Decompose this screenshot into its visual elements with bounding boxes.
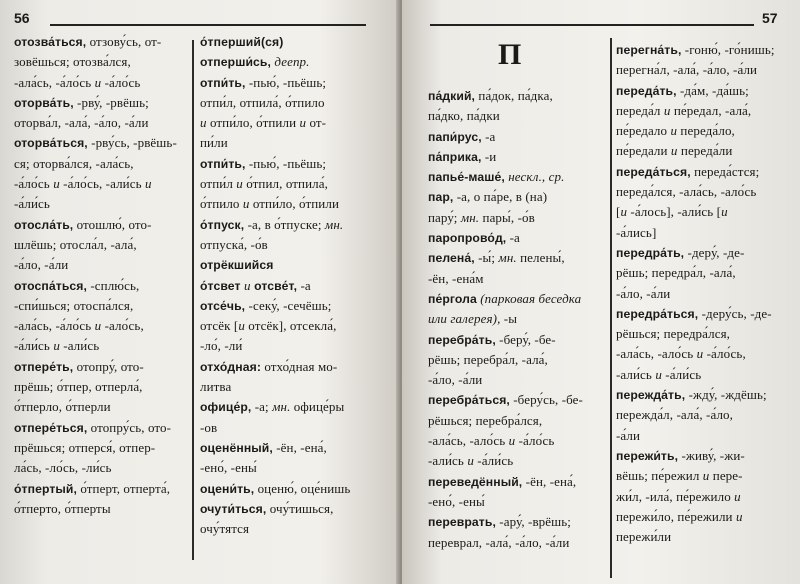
entry-text: -а́ло́сь [515,433,555,449]
entry-text: -а́ли́сь [473,453,514,469]
dictionary-line [428,208,608,228]
dictionary-line [200,52,386,72]
entry-text: -рву́, -рвёшь; [73,94,149,110]
dictionary-line [14,418,190,438]
dictionary-line [616,324,796,344]
italic-note: нескл., ср. [508,169,565,185]
entry-text: -ала́сь, -а́ло́сь [14,318,95,334]
entry-text: -а́ло́сь, [703,346,746,362]
entry-text: -али́сь [59,338,100,354]
italic-note: и [670,123,678,139]
entry-text: -и [481,148,497,164]
entry-text: перегна́л, -ала́, -а́ло, -а́ли [616,62,758,78]
right-page-column-2 [616,40,796,547]
entry-text: -живу́, -жи- [678,447,745,463]
italic-note: (парковая беседка [480,290,582,306]
entry-text: ла́сь, -ло́сь, -ли́сь [14,460,112,476]
headword: очути́ться, [200,501,267,516]
headword: папье́-маше́, [428,170,505,185]
italic-note: и [94,318,102,334]
entry-text: -а́ло́сь, -али́сь [59,176,145,192]
entry-text: отсёк], отсекла́, [244,318,337,334]
entry-text: -деру́, -де- [684,244,745,260]
entry-text: -пью́, -пьёшь; [245,155,327,171]
header-rule-right [430,24,754,26]
dictionary-line [200,418,386,438]
italic-note: или галерея) [428,311,498,327]
dictionary-line [200,133,386,153]
dictionary-line [616,405,796,425]
dictionary-line [200,174,386,194]
entry-text: -а́ло́сь [14,176,54,192]
entry-text: -ён, -ена́м [428,270,484,286]
left-page-column-1 [14,32,190,519]
headword: отперши́сь, [200,55,272,70]
entry-text: переда́стся; [690,163,760,179]
dictionary-line [428,127,608,147]
dictionary-line [14,336,190,356]
headword: офице́р, [200,400,252,415]
italic-note: и [238,318,245,334]
italic-note: и [663,102,671,118]
headword: о́тперший(ся) [200,35,284,49]
entry-text: -а́лось], -али́сь [ [627,204,722,220]
italic-note: и [702,468,710,484]
dictionary-line [616,223,796,243]
italic-note: мн. [498,250,517,266]
dictionary-line [428,309,608,329]
headword: переведённый, [428,474,523,489]
entry-text: вёшь; пе́режил [616,468,703,484]
italic-note: мн. [272,399,291,415]
dictionary-line [428,269,608,289]
italic-note: и [508,433,516,449]
headword: отпере́ть, [14,359,74,374]
dictionary-line [428,533,608,553]
dictionary-line [616,81,796,101]
dictionary-line [14,113,190,133]
dictionary-line [428,370,608,390]
entry-text: -жду́, -ждёшь; [685,387,767,403]
entry-text: пе́редало [616,123,671,139]
entry-text: -ён, -ена́, [272,439,327,455]
entry-text: -секу́, -сечёшь; [245,297,332,313]
dictionary-line [428,228,608,248]
entry-text: -деру́сь, -де- [698,305,772,321]
headword: отрёкшийся [200,258,274,273]
dictionary-line [200,499,386,519]
entry-text: -а́ло, -а́ли [428,372,483,388]
entry-text: очу́тишься, [266,500,334,516]
dictionary-line [428,86,608,106]
entry-text: [ [616,204,621,220]
entry-text: пары́, -о́в [479,209,535,225]
headword: паропрово́д, [428,231,507,246]
right-page [402,0,800,584]
dictionary-line [616,344,796,364]
entry-text: отпи́л [200,176,237,192]
italic-note: и [299,115,307,131]
dictionary-line [200,255,386,275]
entry-text: отопру́сь, ото- [87,419,172,435]
dictionary-line [616,121,796,141]
dictionary-line [428,472,608,492]
entry-text: -ару́, -врёшь; [495,514,572,530]
headword: отосла́ть, [14,217,74,232]
headword: оторва́ть, [14,95,74,110]
dictionary-line [428,248,608,268]
dictionary-line [616,101,796,121]
dictionary-line [616,162,796,182]
dictionary-line [428,411,608,431]
italic-note: мн. [324,216,344,232]
italic-note: и [53,176,60,192]
headword: па́дкий, [428,89,476,103]
dictionary-line [616,182,796,202]
dictionary-line [428,147,608,167]
dictionary-line [14,357,190,377]
entry-text: -ено́, -ены́ [428,493,485,509]
entry-text: прёшься; отперся́, отпер- [14,439,156,455]
dictionary-line [428,492,608,512]
dictionary-line [428,330,608,350]
headword: пе́ргола [428,291,477,306]
dictionary-line [200,276,386,296]
dictionary-line [14,438,190,458]
headword: папи́рус, [428,129,482,144]
dictionary-line [428,390,608,410]
headword: передра́ться, [616,306,699,321]
headword: передра́ть, [616,245,685,260]
italic-note: и [721,204,728,220]
dictionary-line [616,487,796,507]
dictionary-line [616,243,796,263]
italic-note: и [94,74,102,90]
dictionary-line [200,113,386,133]
entry-text: оторва́л, -ала́, -а́ло, -а́ли [14,115,149,131]
headword: отпере́ться, [14,420,88,435]
entry-text: -а, в о́тпуске; [244,216,325,232]
dictionary-line [200,93,386,113]
dictionary-line [14,194,190,214]
entry-text: -а́лись] [616,224,657,240]
headword: пережи́ть, [616,448,679,463]
entry-text: рёшь; перебра́л, -ала́, [428,351,548,367]
dictionary-line [14,397,190,417]
dictionary-line [200,296,386,316]
italic-note: и [670,143,678,159]
dictionary-line [200,519,386,539]
dictionary-line [616,507,796,527]
dictionary-line [200,235,386,255]
entry-text: -а́ли [616,427,641,443]
italic-note: и [735,508,743,524]
entry-text: переда́ло, [677,123,735,139]
dictionary-line [14,174,190,194]
entry-text: па́док, па́дка, [475,88,553,103]
entry-text: о́тпил, отпила́, [242,176,328,192]
italic-note: мн. [460,209,480,225]
dictionary-line [14,133,190,153]
headword: переда́ть, [616,83,677,98]
entry-text: -беру́, -бе- [495,331,556,347]
dictionary-line [616,426,796,446]
dictionary-line [428,512,608,532]
dictionary-line [14,154,190,174]
entry-text: пару́; [428,209,461,225]
italic-note: и [53,338,60,354]
dictionary-line [616,527,796,547]
entry-text: -а́ло, -а́ли [14,257,69,273]
headword: перебра́ть, [428,332,496,347]
dictionary-line [428,350,608,370]
entry-text: отхо́дная мо- [260,358,338,374]
entry-text: пи́ли [200,135,228,151]
dictionary-line [14,93,190,113]
entry-text: -а; [251,399,273,415]
entry-text: -спи́шься; отоспа́лся, [14,297,134,313]
italic-note: и [236,176,243,192]
dictionary-line [14,316,190,336]
dictionary-line [14,255,190,275]
entry-text: -пью́, -пьёшь; [245,74,327,90]
entry-text: рёшься; перебра́лся, [428,412,543,428]
entry-text: отпи́ло, о́тпили [206,115,300,131]
headword: отпи́ть, [200,75,246,90]
headword: отоспа́ться, [14,278,87,293]
dictionary-line [200,357,386,377]
headword: переда́ться, [616,164,691,179]
entry-text: -а [481,128,496,144]
entry-text: -а́ло, -а́ли [616,285,671,301]
entry-text: переда́л [616,102,664,118]
dictionary-line [14,296,190,316]
entry-text: -рву́сь, -рвёшь- [87,135,177,151]
entry-text: -ён, -ена́, [522,473,577,489]
entry-text: -али́сь [428,453,468,469]
entry-text: отзову́сь, от- [86,34,162,49]
dictionary-line [616,202,796,222]
headword: отозва́ться, [14,35,87,49]
dictionary-line [616,446,796,466]
dictionary-line [616,263,796,283]
entry-text: -ала́сь, -ало́сь [428,433,509,449]
entry-text: оценю́, оце́нишь [254,480,351,496]
dictionary-line [200,336,386,356]
headword: перебра́ться, [428,393,510,408]
dictionary-line [616,365,796,385]
dictionary-line [428,431,608,451]
headword: оцени́ть, [200,481,255,496]
entry-text: -ала́сь, -а́ло́сь [14,74,95,90]
entry-text: -а [506,230,520,246]
dictionary-line [200,154,386,174]
entry-text: о́тперто, о́тперты [14,500,111,516]
left-page-column-2 [200,32,386,539]
dictionary-line [14,235,190,255]
dictionary-line [616,40,796,60]
entry-text: -гоню́, -го́нишь; [681,42,775,57]
entry-text: -ов [200,419,218,435]
entry-text: -а́ли́сь [661,366,702,382]
entry-text: отпи́ло, о́тпили [249,196,340,212]
italic-note: и [734,488,741,504]
entry-text: пережда́л, -ала́, -а́ло, [616,407,733,423]
entry-text: -а́ли́сь [14,338,54,354]
entry-text: отошлю́, ото- [73,216,152,232]
entry-text: -да́м, -да́шь; [676,82,749,98]
entry-text: шлёшь; отосла́л, -ала́, [14,236,137,252]
dictionary-line [200,215,386,235]
entry-text: зовёшься; отозва́лся, [14,54,131,70]
entry-text: отпи́л, отпила́, о́тпило [200,94,325,110]
dictionary-line [616,304,796,324]
dictionary-line [200,458,386,478]
entry-text: -беру́сь, -бе- [509,392,583,408]
entry-text: о́тперт, отперта́, [77,480,171,496]
italic-note: и [244,277,251,293]
dictionary-line [200,194,386,214]
entry-text: отсёк [ [200,318,239,334]
dictionary-line [14,377,190,397]
dictionary-line [616,141,796,161]
dictionary-line [200,438,386,458]
page-number-left: 56 [14,10,30,26]
headword: оторва́ться, [14,136,88,151]
entry-text: -а [297,277,311,293]
entry-text: жи́л, -ила́, пе́режило [616,488,735,504]
column-divider-right [610,38,612,578]
entry-text: о́тперло, о́тперли [14,399,111,415]
entry-text: пе́редал, -ала́, [670,102,752,118]
entry-text: -а́ло́сь [101,74,141,90]
headword: перегна́ть, [616,43,682,57]
italic-note: и [467,453,474,469]
dictionary-line [428,451,608,471]
dictionary-line [14,52,190,72]
entry-text: офице́ры [290,399,345,415]
dictionary-line [14,215,190,235]
headword: о́тсвет [200,278,245,293]
headword: о́тпертый, [14,481,77,496]
dictionary-line [428,289,608,309]
italic-note: и [200,115,207,131]
entry-text: па́дко, па́дки [428,108,500,124]
dictionary-line [14,458,190,478]
headword: отпи́ть, [200,156,246,171]
dictionary-line [14,479,190,499]
headword: отсве́т, [250,278,298,293]
entry-text: литва [200,379,232,395]
dictionary-line [428,106,608,126]
dictionary-line [616,385,796,405]
headword: отсе́чь, [200,298,246,313]
entry-text: -а, о па́ре, в (на) [453,189,548,205]
entry-text: пережи́ло, пе́режили [616,508,736,524]
dictionary-line [200,377,386,397]
dictionary-line [200,479,386,499]
headword: пережда́ть, [616,388,686,403]
entry-text: от- [306,115,327,131]
dictionary-line [14,276,190,296]
entry-text: -ало́сь, [101,318,144,334]
dictionary-line [200,397,386,417]
entry-text: -ы́; [474,250,499,266]
entry-text: -ала́сь, -ало́сь [616,346,697,362]
entry-text: -али́сь [616,366,656,382]
entry-text: -сплю́сь, [87,277,140,293]
dictionary-line [200,316,386,336]
italic-note: и [655,366,662,382]
dictionary-line [616,466,796,486]
headword: оценённый, [200,440,273,455]
entry-text: ся; оторва́лся, -ала́сь, [14,155,134,171]
section-letter: П [498,38,522,71]
entry-text: рёшься; передра́лся, [616,326,731,342]
entry-text: пелены́, [516,250,565,266]
dictionary-line [200,32,386,52]
column-divider-left [192,40,194,560]
headword: переврать, [428,515,496,530]
italic-note: и [620,204,628,220]
headword: пар, [428,190,454,205]
headword: па́прика, [428,149,482,164]
headword: о́тпуск, [200,217,245,232]
entry-text: рёшь; передра́л, -ала́, [616,265,736,281]
italic-note: деепр. [274,54,310,70]
header-rule-left [50,24,366,26]
entry-text: -ло́, -ли́ [200,338,243,354]
entry-text: -а́ли́сь [14,196,50,212]
entry-text: о́тпило [200,196,243,212]
entry-text: переда́лся, -ала́сь, -ало́сь [616,184,757,200]
dictionary-line [616,284,796,304]
entry-text: прёшь; о́тпер, отперла́, [14,379,143,395]
entry-text: очу́тятся [200,521,250,537]
entry-text: переда́ли [677,143,733,159]
italic-note: и [144,176,152,192]
entry-text: отопру́, ото- [73,358,144,374]
dictionary-line [200,73,386,93]
page-number-right: 57 [762,10,778,26]
dictionary-line [14,499,190,519]
dictionary-line [428,187,608,207]
entry-text: , -ы [497,311,518,327]
dictionary-line [616,60,796,80]
entry-text: -ено́, -ены́ [200,460,257,476]
entry-text: пере- [709,468,743,484]
dictionary-line [14,73,190,93]
entry-text: отпуска́, -о́в [200,236,268,252]
italic-note: и [242,196,250,212]
entry-text: переврал, -ала́, -а́ло, -а́ли [428,534,570,550]
entry-text: пе́редали [616,143,671,159]
dictionary-line [428,167,608,187]
right-page-column-1 [428,86,608,553]
italic-note: и [696,346,704,362]
headword: отхо́дная: [200,359,261,374]
dictionary-line [14,32,190,52]
entry-text: пережи́ли [616,529,672,545]
headword: пелена́, [428,251,475,266]
